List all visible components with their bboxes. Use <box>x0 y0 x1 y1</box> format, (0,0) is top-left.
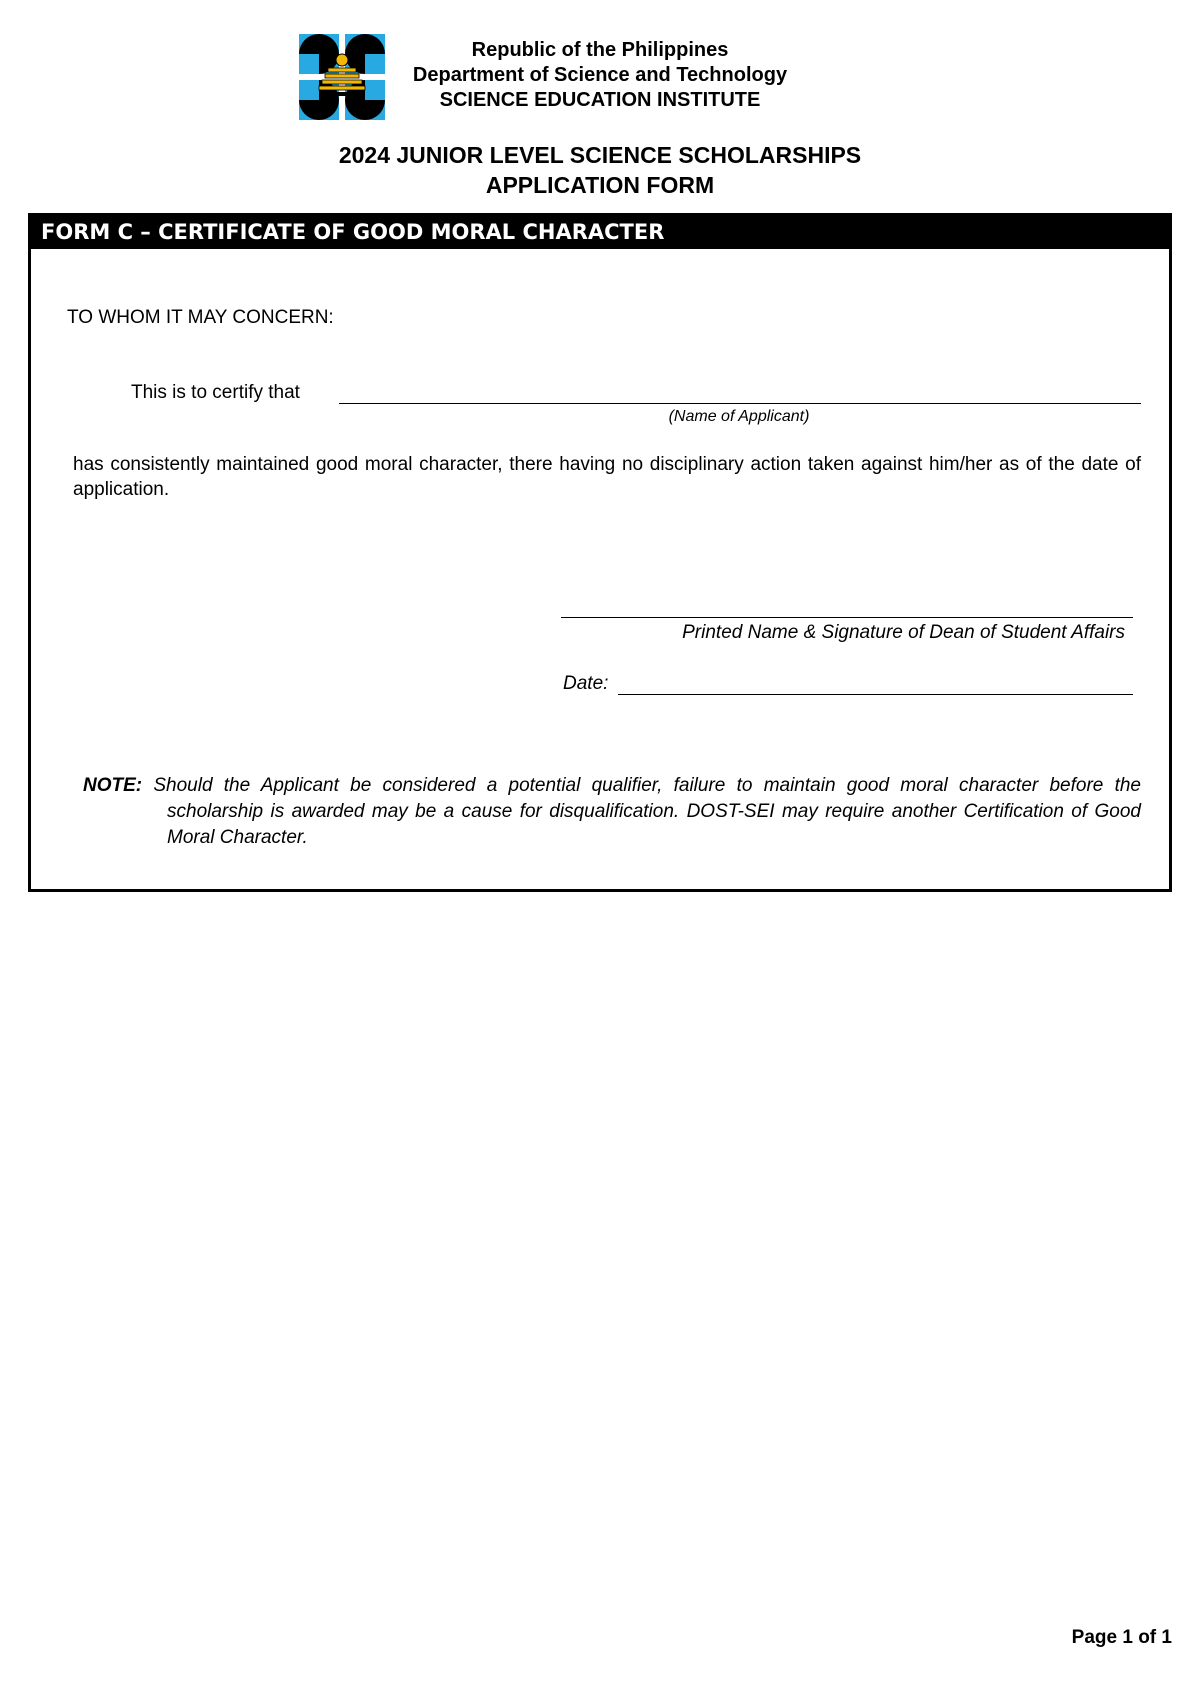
applicant-name-field[interactable] <box>339 403 1141 404</box>
agency-line-republic: Republic of the Philippines <box>471 39 729 61</box>
certify-label: This is to certify that <box>131 382 300 403</box>
page-of: of <box>1138 1627 1157 1648</box>
note-text: Should the Applicant be considered a potential qualifier, failure to maintain good moral character before the scholarship is awarded may be a cause for disqualification. DOST-SEI may require another Certification of Good Moral Character. <box>153 775 1142 848</box>
note-label: NOTE: <box>83 775 143 796</box>
form-c-box <box>28 213 1172 892</box>
signature-caption: Printed Name & Signature of Dean of Student Affairs <box>682 622 1125 643</box>
agency-line-institute: SCIENCE EDUCATION INSTITUTE <box>439 89 761 111</box>
date-field[interactable] <box>618 694 1133 695</box>
agency-header <box>380 38 820 113</box>
page-current: 1 <box>1122 1627 1133 1648</box>
agency-line-department: Department of Science and Technology <box>412 64 788 86</box>
signature-field[interactable] <box>561 617 1133 618</box>
salutation: TO WHOM IT MAY CONCERN: <box>67 307 334 328</box>
dost-logo <box>295 30 389 124</box>
certification-body: has consistently maintained good moral character, there having no disciplinary action taken against him/her as of the date of application. <box>73 454 1141 500</box>
page-total: 1 <box>1161 1627 1172 1648</box>
note <box>83 773 1141 851</box>
page-number <box>1000 1627 1172 1649</box>
document-title <box>0 140 1200 200</box>
page-label: Page <box>1071 1627 1118 1648</box>
form-header-bar: FORM C – CERTIFICATE OF GOOD MORAL CHARACTER <box>31 216 1169 249</box>
date-label: Date: <box>563 673 609 694</box>
title-scholarship: 2024 JUNIOR LEVEL SCIENCE SCHOLARSHIPS <box>338 142 862 168</box>
applicant-name-caption: (Name of Applicant) <box>668 408 810 425</box>
title-application-form: APPLICATION FORM <box>485 172 715 198</box>
